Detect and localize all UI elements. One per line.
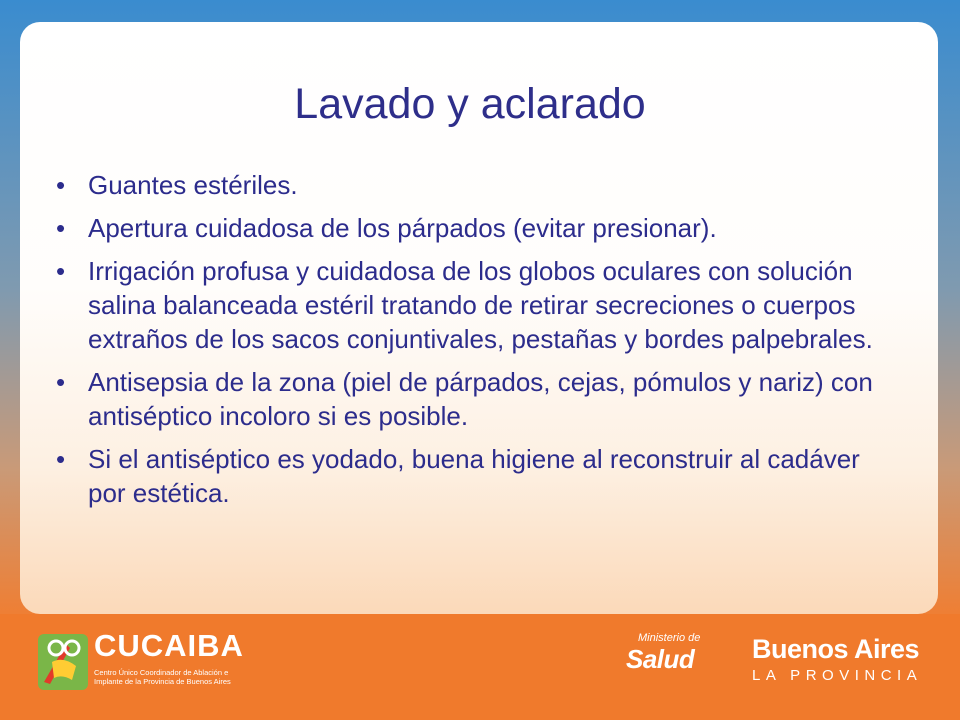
bullet-marker: •	[56, 213, 66, 243]
bullet-marker: •	[56, 367, 66, 397]
cucaiba-emblem-icon	[36, 632, 90, 692]
bullet-marker: •	[56, 170, 66, 200]
buenos-aires-logo	[752, 634, 942, 694]
bullet-list	[56, 168, 896, 519]
bullet-text: Irrigación profusa y cuidadosa de los globos oculares con solución salina balanceada estéril tratando de retirar secreciones o cuerpos extraños de los sacos conjuntivales, pestañas y bordes palpebrales.	[88, 256, 873, 354]
cucaiba-subtitle: Centro Único Coordinador de Ablación e Implante de la Provincia de Buenos Aires	[94, 668, 231, 686]
buenos-aires-label: Buenos Aires	[752, 634, 920, 664]
cucaiba-logo	[36, 628, 246, 696]
ministerio-label: Ministerio de	[638, 632, 701, 644]
bullet-text: Guantes estériles.	[88, 170, 298, 200]
bullet-item	[56, 365, 896, 433]
bullet-marker: •	[56, 256, 66, 286]
salud-label: Salud	[626, 644, 695, 674]
bullet-item	[56, 211, 896, 245]
bullet-text: Antisepsia de la zona (piel de párpados, cejas, pómulos y nariz) con antiséptico incoloro si es posible.	[88, 367, 873, 431]
ministerio-salud-logo	[626, 632, 726, 692]
cucaiba-name: CUCAIBA	[94, 628, 244, 663]
bullet-item	[56, 442, 896, 510]
bullet-item	[56, 254, 896, 356]
bullet-text: Apertura cuidadosa de los párpados (evitar presionar).	[88, 213, 717, 243]
la-provincia-label: LA PROVINCIA	[752, 667, 923, 684]
slide-title: Lavado y aclarado	[294, 80, 646, 128]
bullet-marker: •	[56, 444, 66, 474]
bullet-item	[56, 168, 896, 202]
bullet-text: Si el antiséptico es yodado, buena higiene al reconstruir al cadáver por estética.	[88, 444, 860, 508]
